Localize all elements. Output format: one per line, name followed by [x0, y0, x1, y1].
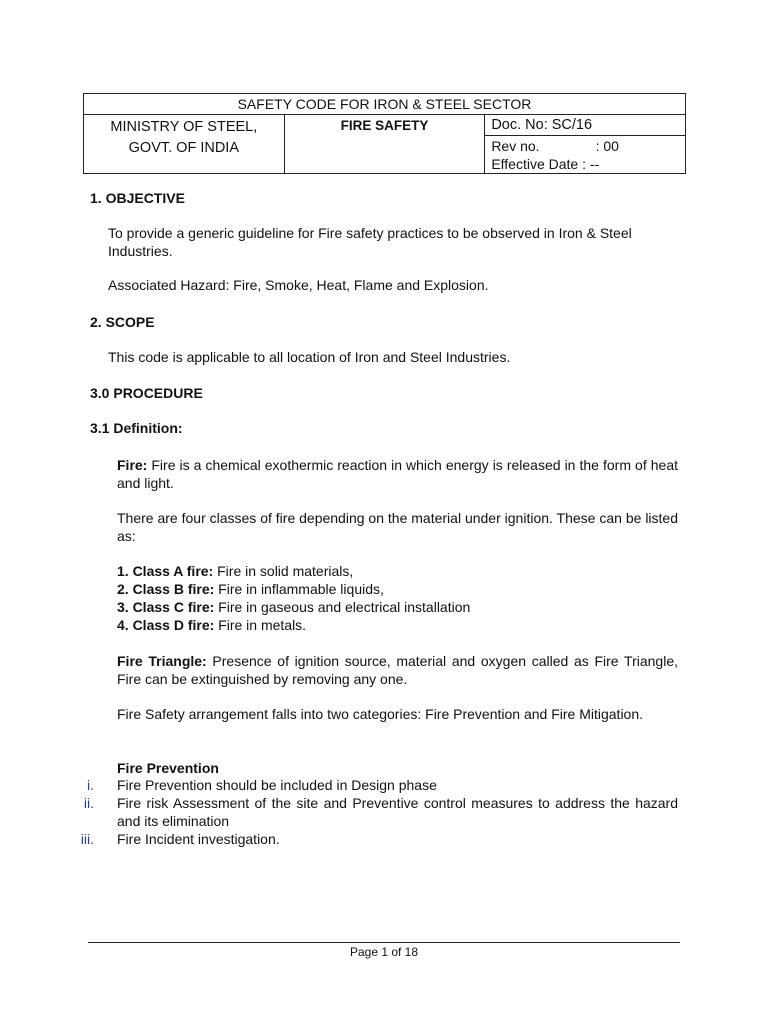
- document-header-table: [83, 93, 686, 174]
- fire-triangle-definition: [117, 652, 678, 688]
- page-number: Page 1 of 18: [349, 945, 419, 959]
- class-text: Fire in metals.: [214, 617, 307, 633]
- class-text: Fire in gaseous and electrical installation: [214, 599, 471, 615]
- ministry-cell: [84, 115, 285, 174]
- doc-info-cell: [485, 115, 686, 174]
- class-label: 3. Class C fire:: [117, 599, 215, 615]
- objective-text: To provide a generic guideline for Fire safety practices to be observed in Iron & Steel Industries.: [108, 225, 632, 259]
- list-item: [117, 580, 678, 598]
- revision-label: Rev no.: [491, 138, 540, 154]
- procedure-heading: 3.0 PROCEDURE: [90, 385, 203, 401]
- scope-text: This code is applicable to all location of Iron and Steel Industries.: [108, 349, 511, 365]
- header-title: SAFETY CODE FOR IRON & STEEL SECTOR: [84, 94, 686, 115]
- classes-intro: There are four classes of fire depending on the material under ignition. These can be listed as:: [117, 510, 678, 544]
- list-item: [117, 616, 678, 634]
- definition-heading: 3.1 Definition:: [90, 420, 183, 436]
- class-label: 1. Class A fire:: [117, 563, 214, 579]
- doc-number: Doc. No: SC/16: [485, 115, 685, 136]
- class-label: 2. Class B fire:: [117, 581, 215, 597]
- subject-cell: FIRE SAFETY: [284, 115, 485, 174]
- revision-value: : 00: [595, 138, 619, 154]
- list-item: Fire risk Assessment of the site and Preventive control measures to address the hazard and its elimination: [117, 795, 678, 829]
- fire-def-text: Fire is a chemical exothermic reaction in which energy is released in the form of heat and light.: [117, 457, 678, 491]
- prevention-heading: Fire Prevention: [117, 760, 219, 776]
- item-number: ii.: [83, 795, 94, 811]
- class-label: 4. Class D fire:: [117, 617, 215, 633]
- effective-date: Effective Date : --: [491, 156, 600, 172]
- ministry-line-1: MINISTRY OF STEEL,: [110, 119, 258, 135]
- list-item: [117, 598, 678, 616]
- item-number: i.: [87, 777, 94, 793]
- list-item: [117, 562, 678, 580]
- fire-definition: [117, 456, 678, 492]
- ministry-line-2: GOVT. OF INDIA: [128, 140, 240, 156]
- revision-row: [485, 136, 685, 155]
- scope-heading: 2. SCOPE: [90, 314, 155, 330]
- class-text: Fire in solid materials,: [213, 563, 354, 579]
- hazard-text: Associated Hazard: Fire, Smoke, Heat, Flame and Explosion.: [108, 277, 489, 293]
- triangle-def-text: Presence of ignition source, material and oxygen called as Fire Triangle, Fire can be extinguished by removing any one.: [117, 653, 678, 687]
- arrangement-text: Fire Safety arrangement falls into two categories: Fire Prevention and Fire Mitigation.: [117, 706, 644, 722]
- item-number: iii.: [80, 831, 94, 847]
- footer-divider: [88, 942, 680, 943]
- objective-heading: 1. OBJECTIVE: [90, 190, 185, 206]
- class-list: [117, 562, 678, 634]
- class-text: Fire in inflammable liquids,: [214, 581, 384, 597]
- fire-term: Fire:: [117, 457, 148, 473]
- triangle-term: Fire Triangle:: [117, 653, 207, 669]
- list-item: Fire Prevention should be included in Design phase: [117, 777, 437, 793]
- list-item: Fire Incident investigation.: [117, 831, 280, 847]
